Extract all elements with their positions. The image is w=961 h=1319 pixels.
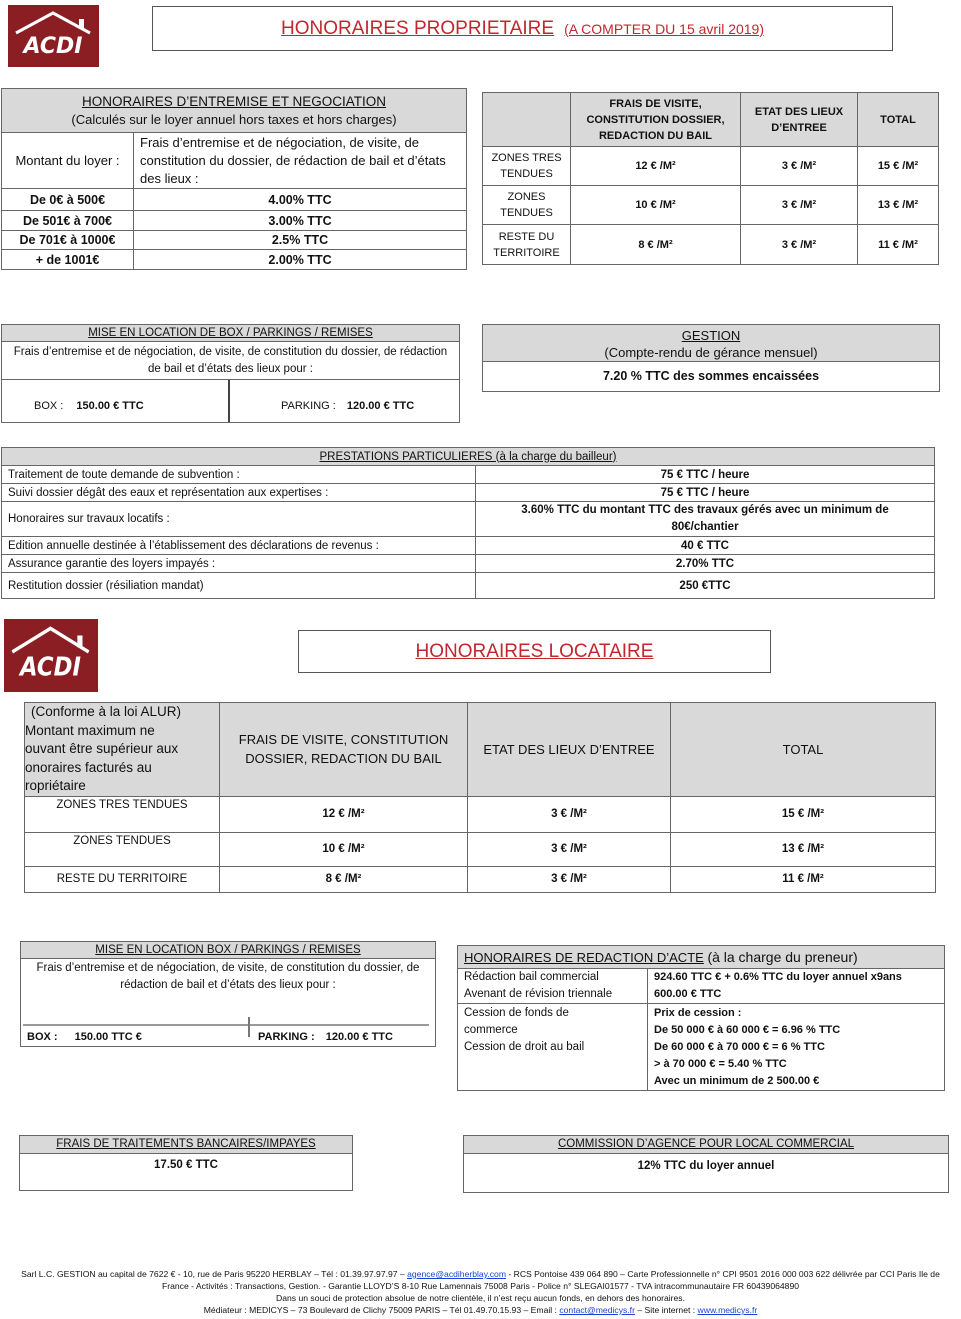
- divider: [248, 1017, 250, 1037]
- table-row: [25, 796, 936, 832]
- redaction-label: Rédaction bail commercial: [464, 971, 599, 983]
- bank-fees-value: 17.50 € TTC: [154, 1159, 218, 1171]
- tenant-intro-line: ouvant être supérieur aux: [25, 741, 179, 757]
- rent-rate: 2.00% TTC: [134, 250, 467, 270]
- table-row: [2, 189, 467, 211]
- tenant-intro-line: onoraires facturés au: [25, 759, 152, 775]
- prestation-value: 3.60% TTC du montant TTC des travaux gérés avec un minimum de 80€/chantier: [476, 502, 935, 537]
- redaction-value: > à 70 000 € = 5.40 % TTC: [654, 1058, 787, 1070]
- rent-rate: 4.00% TTC: [134, 189, 467, 211]
- owner-box-desc: Frais d’entremise et de négociation, de visite, de constitution du dossier, de rédaction de bail et d’états des lieux pour :: [2, 342, 459, 380]
- zone-etat: 3 € /M²: [468, 866, 671, 892]
- zones-header-total: TOTAL: [858, 93, 939, 147]
- house-logo-icon: [4, 619, 98, 692]
- table-row: [2, 537, 935, 555]
- redaction-header: HONORAIRES DE REDACTION D’ACTE: [464, 950, 704, 965]
- zones-header-etat: ETAT DES LIEUX D’ENTREE: [741, 93, 858, 147]
- negotiation-header: HONORAIRES D’ENTREMISE ET NEGOCIATION: [81, 93, 387, 109]
- prestation-value: 2.70% TTC: [476, 555, 935, 573]
- redaction-label: Avenant de révision triennale: [464, 988, 613, 1000]
- footer-text: Sarl L.C. GESTION au capital de 7622 € - 10, rue de Paris 95220 HERBLAY – Tél : 01.39.97.97.97 –: [21, 1269, 405, 1279]
- tenant-title-box: [298, 630, 771, 673]
- table-row: [2, 250, 467, 270]
- table-row: [25, 866, 936, 892]
- redaction-label: Cession de droit au bail: [464, 1041, 585, 1053]
- footer-line: [0, 1268, 961, 1280]
- table-row: [2, 573, 935, 599]
- svg-text:ACDI: ACDI: [20, 651, 81, 682]
- table-row: [458, 969, 945, 1004]
- parking-label: PARKING :: [281, 400, 336, 412]
- zone-total: 11 € /M²: [671, 866, 936, 892]
- negotiation-subheader: (Calculés sur le loyer annuel hors taxes et hors charges): [71, 111, 397, 127]
- redaction-value: De 50 000 € à 60 000 € = 6.96 % TTC: [654, 1024, 841, 1036]
- table-row: [483, 225, 939, 265]
- commission-value: 12% TTC du loyer annuel: [637, 1160, 775, 1172]
- zone-label: ZONES TENDUES: [483, 186, 571, 225]
- owner-title: HONORAIRES PROPRIETAIRE: [280, 17, 555, 39]
- owner-subtitle: (A COMPTER DU 15 avril 2019): [564, 20, 765, 37]
- redaction-label: Cession de fonds de: [464, 1007, 569, 1019]
- tenant-intro-line: ropriétaire: [25, 778, 86, 794]
- zone-visit: 12 € /M²: [571, 147, 741, 186]
- prestation-label: Traitement de toute demande de subvention :: [2, 466, 476, 484]
- owner-zones-table: [482, 92, 939, 265]
- negotiation-desc: Frais d’entremise et de négociation, de visite, de constitution du dossier, de rédaction de bail et d’états des lieux :: [134, 133, 467, 189]
- zone-label: ZONES TRES TENDUES: [483, 147, 571, 186]
- zone-total: 15 € /M²: [671, 796, 936, 832]
- parking-value: 120.00 € TTC: [325, 1031, 393, 1043]
- redaction-value: 924.60 TTC € + 0.6% TTC du loyer annuel x9ans: [654, 971, 902, 983]
- zone-total: 13 € /M²: [858, 186, 939, 225]
- parking-value: 120.00 € TTC: [346, 400, 415, 412]
- prestation-value: 75 € TTC / heure: [476, 466, 935, 484]
- bank-fees-box: [19, 1135, 353, 1191]
- prestations-header: PRESTATIONS PARTICULIERES (à la charge du bailleur): [2, 448, 935, 466]
- zone-etat: 3 € /M²: [468, 796, 671, 832]
- box-value: 150.00 TTC €: [74, 1031, 142, 1043]
- box-label: BOX :: [27, 1031, 58, 1043]
- gestion-header: GESTION: [681, 328, 741, 343]
- rent-rate: 2.5% TTC: [134, 231, 467, 250]
- zone-total: 15 € /M²: [858, 147, 939, 186]
- footer-line: France - Activités : Transactions, Gestion. - Garantie LLOYD’S 8-10 Rue Lamennais 75008 Paris - Police n° SLEGAI01577 - TVA intracommunautaire FR 60439064890: [162, 1281, 799, 1291]
- bank-fees-header: FRAIS DE TRAITEMENTS BANCAIRES/IMPAYES: [20, 1136, 352, 1154]
- gestion-box: [482, 324, 940, 392]
- commission-header: COMMISSION D’AGENCE POUR LOCAL COMMERCIAL: [464, 1136, 948, 1154]
- zone-visit: 12 € /M²: [220, 796, 468, 832]
- zone-total: 11 € /M²: [858, 225, 939, 265]
- tenant-header-etat: ETAT DES LIEUX D’ENTREE: [468, 703, 671, 797]
- prestation-label: Restitution dossier (résiliation mandat): [2, 573, 476, 599]
- tenant-zones-table: [24, 702, 936, 893]
- commission-box: [463, 1135, 949, 1193]
- rent-range: De 0€ à 500€: [2, 189, 134, 211]
- zones-header-visit: FRAIS DE VISITE, CONSTITUTION DOSSIER, REDACTION DU BAIL: [571, 93, 741, 147]
- tenant-intro-line: (Conforme à la loi ALUR): [31, 704, 182, 719]
- zone-etat: 3 € /M²: [468, 832, 671, 866]
- tenant-title: HONORAIRES LOCATAIRE: [415, 640, 654, 662]
- zone-label: RESTE DU TERRITOIRE: [25, 866, 220, 892]
- zone-visit: 10 € /M²: [220, 832, 468, 866]
- footer-text: - RCS Pontoise 439 064 890 – Carte Professionnelle n° CPI 9501 2016 000 003 622 délivrée par CCI Paris Ile de: [508, 1269, 940, 1279]
- zone-label: RESTE DU TERRITOIRE: [483, 225, 571, 265]
- house-logo-icon: [8, 5, 99, 67]
- gestion-subheader: (Compte-rendu de gérance mensuel): [604, 345, 818, 360]
- acdi-logo: [8, 5, 99, 67]
- zone-etat: 3 € /M²: [741, 186, 858, 225]
- parking-label: PARKING :: [258, 1031, 315, 1043]
- zone-label: ZONES TENDUES: [25, 832, 220, 866]
- redaction-value: 600.00 € TTC: [654, 988, 722, 1000]
- zone-etat: 3 € /M²: [741, 147, 858, 186]
- tenant-intro-line: Montant maximum ne: [25, 722, 155, 738]
- box-value: 150.00 € TTC: [76, 400, 144, 412]
- table-row: [483, 147, 939, 186]
- acdi-logo-2: [4, 619, 98, 692]
- table-row: [458, 1004, 945, 1091]
- prestation-label: Suivi dossier dégât des eaux et représentation aux expertises :: [2, 484, 476, 502]
- divider: [23, 1024, 429, 1026]
- redaction-header-rest: (à la charge du preneur): [707, 949, 858, 965]
- gestion-value: 7.20 % TTC des sommes encaissées: [602, 369, 820, 383]
- redaction-value: De 60 000 € à 70 000 € = 6 % TTC: [654, 1041, 825, 1053]
- zone-total: 13 € /M²: [671, 832, 936, 866]
- rent-range: De 501€ à 700€: [2, 211, 134, 231]
- footer-line: Dans un souci de protection absolue de notre clientèle, il n’est reçu aucun fonds, en dehors des honoraires.: [276, 1293, 685, 1303]
- tenant-box-desc: Frais d’entremise et de négociation, de visite, de constitution du dossier, de rédaction de bail et d’états des lieux pour :: [36, 962, 420, 991]
- prestations-table: [1, 447, 935, 599]
- tenant-header-total: TOTAL: [671, 703, 936, 797]
- tenant-header-visit: FRAIS DE VISITE, CONSTITUTION DOSSIER, REDACTION DU BAIL: [220, 703, 468, 797]
- table-row: [2, 211, 467, 231]
- table-row: [25, 832, 936, 866]
- footer-website-link[interactable]: www.medicys.fr: [697, 1305, 758, 1315]
- prestation-label: Edition annuelle destinée à l’établissement des déclarations de revenus :: [2, 537, 476, 555]
- owner-box-header: MISE EN LOCATION DE BOX / PARKINGS / REMISES: [2, 325, 459, 342]
- tenant-box-parking: [20, 941, 436, 1047]
- svg-text:ACDI: ACDI: [23, 34, 83, 59]
- rent-range: De 701€ à 1000€: [2, 231, 134, 250]
- footer-mediator-email-link[interactable]: contact@medicys.fr: [559, 1305, 635, 1315]
- table-row: [2, 231, 467, 250]
- table-row: [2, 466, 935, 484]
- redaction-label: commerce: [464, 1024, 518, 1036]
- table-row: [2, 502, 935, 537]
- negotiation-table: [1, 88, 467, 270]
- prestation-value: 75 € TTC / heure: [476, 484, 935, 502]
- footer-text: – Site internet :: [637, 1305, 696, 1315]
- redaction-value: Avec un minimum de 2 500.00 €: [654, 1075, 820, 1087]
- prestation-label: Honoraires sur travaux locatifs :: [2, 502, 476, 537]
- box-label: BOX :: [34, 400, 64, 412]
- table-row: [2, 484, 935, 502]
- prestation-value: 40 € TTC: [476, 537, 935, 555]
- footer-text: Médiateur : MEDICYS – 73 Boulevard de Clichy 75009 PARIS – Tél 01.49.70.15.93 – Email :: [203, 1305, 557, 1315]
- rent-label: Montant du loyer :: [2, 133, 134, 189]
- prestation-value: 250 €TTC: [476, 573, 935, 599]
- owner-box-parking: [1, 324, 460, 423]
- zone-label: ZONES TRES TENDUES: [25, 796, 220, 832]
- owner-title-box: [152, 6, 893, 51]
- table-row: [483, 186, 939, 225]
- tenant-box-header: MISE EN LOCATION BOX / PARKINGS / REMISES: [21, 942, 435, 959]
- rent-range: + de 1001€: [2, 250, 134, 270]
- footer: [0, 1268, 961, 1316]
- prestation-label: Assurance garantie des loyers impayés :: [2, 555, 476, 573]
- rent-rate: 3.00% TTC: [134, 211, 467, 231]
- redaction-table: [457, 945, 945, 1091]
- redaction-value: Prix de cession :: [654, 1007, 742, 1019]
- footer-line: [0, 1304, 961, 1316]
- zone-visit: 10 € /M²: [571, 186, 741, 225]
- footer-email-link[interactable]: agence@acdiherblay.com: [407, 1269, 506, 1279]
- table-row: [2, 555, 935, 573]
- zone-visit: 8 € /M²: [571, 225, 741, 265]
- zone-etat: 3 € /M²: [741, 225, 858, 265]
- zone-visit: 8 € /M²: [220, 866, 468, 892]
